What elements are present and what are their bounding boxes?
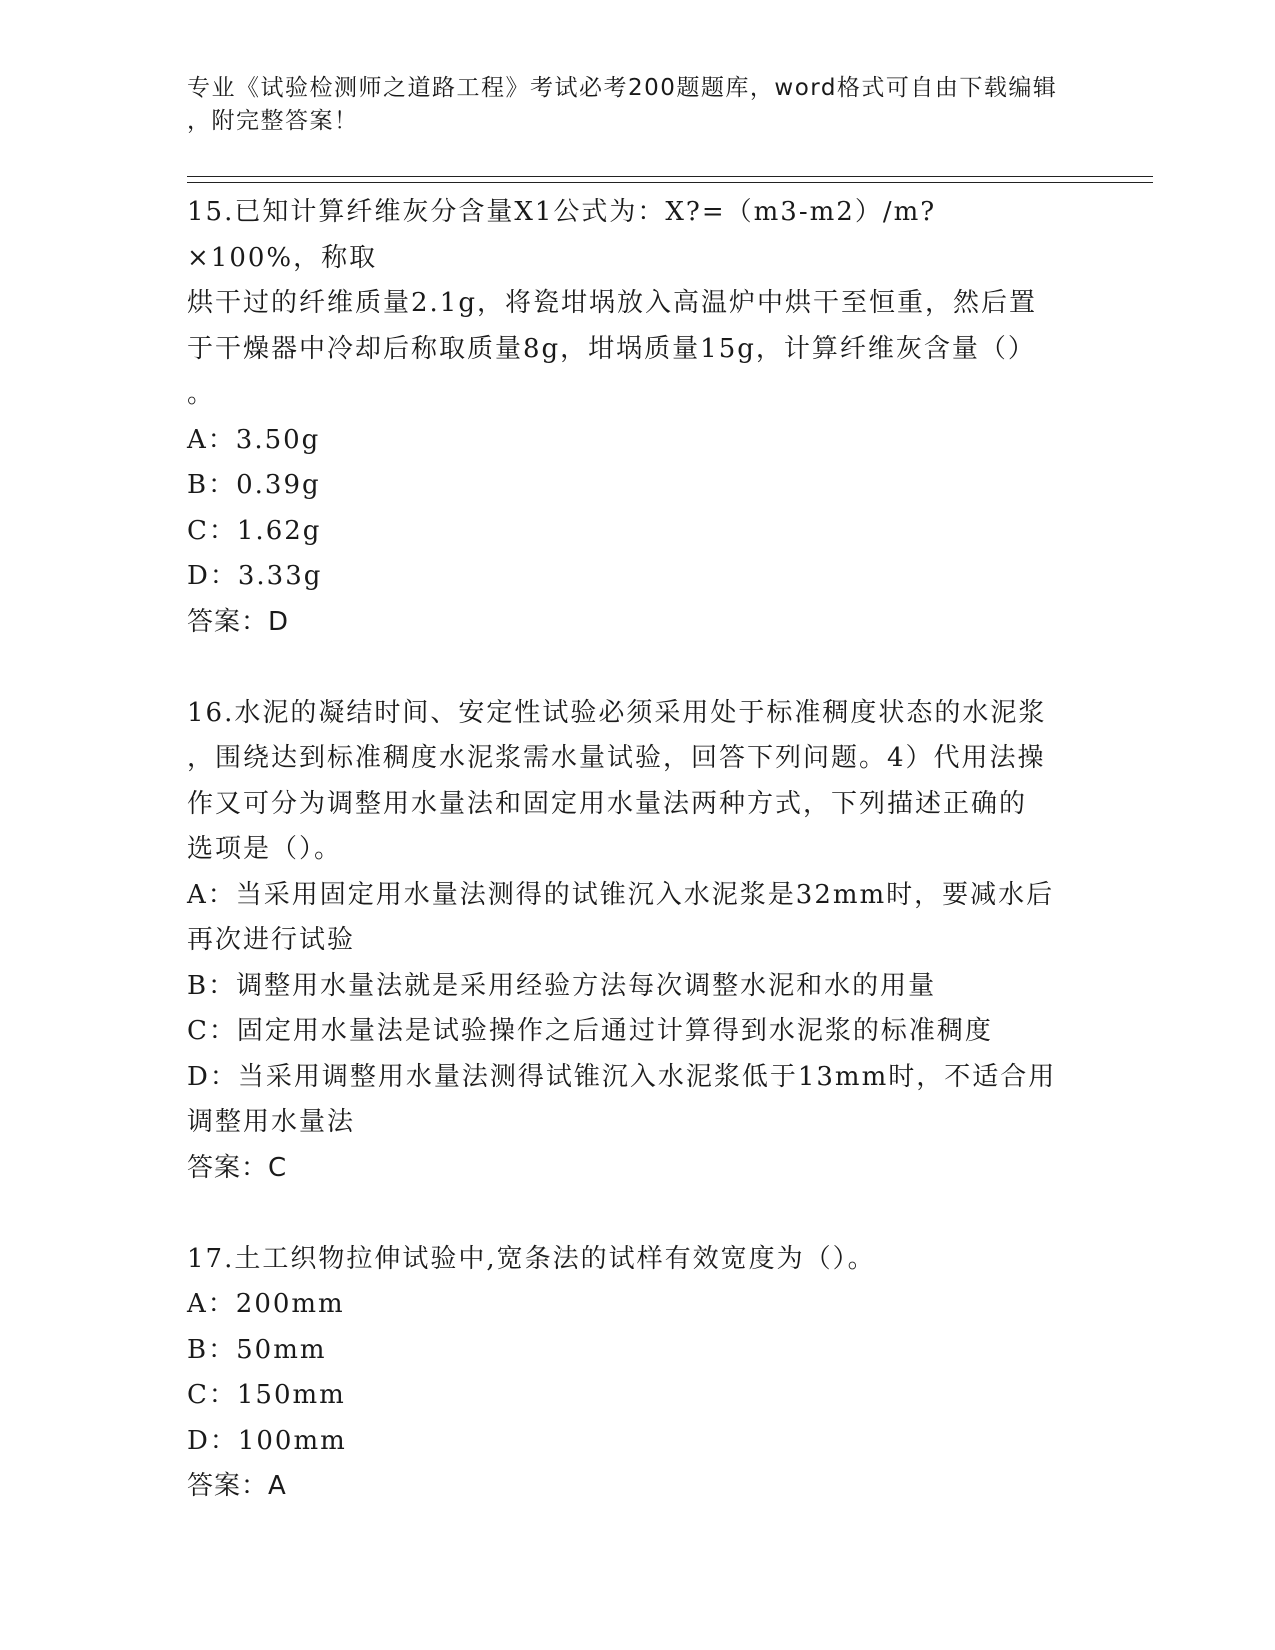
- header-divider-bottom: [187, 182, 1153, 183]
- document-header: [187, 72, 1067, 138]
- option-a-continued: 再次进行试验: [187, 925, 356, 955]
- question-stem-line: 于干燥器中冷却后称取质量8g，坩埚质量15g，计算纤维灰含量（）: [187, 333, 1036, 364]
- answer-label: 答案：D: [187, 606, 290, 637]
- question-stem-line: 。: [187, 379, 216, 409]
- question-15: [187, 190, 1067, 645]
- question-stem-line: 选项是（）。: [187, 834, 343, 864]
- question-16: [187, 691, 1067, 1192]
- option-b: B：50mm: [187, 1334, 327, 1365]
- answer-label: 答案：C: [187, 1152, 288, 1183]
- option-a: A：3.50g: [187, 424, 321, 455]
- header-line-1: 专业《试验检测师之道路工程》考试必考200题题库，word格式可自由下载编辑: [187, 75, 1058, 101]
- option-d: D：当采用调整用水量法测得试锥沉入水泥浆低于13mm时，不适合用: [187, 1061, 1057, 1092]
- question-stem-line: 17.土工织物拉伸试验中,宽条法的试样有效宽度为（）。: [187, 1243, 876, 1274]
- option-d: D：3.33g: [187, 561, 323, 591]
- question-list: [187, 190, 1067, 1510]
- option-c: C：1.62g: [187, 515, 322, 546]
- question-stem-line: 作又可分为调整用水量法和固定用水量法两种方式，下列描述正确的: [187, 788, 1028, 819]
- question-spacer: [187, 645, 1067, 691]
- option-c: C：固定用水量法是试验操作之后通过计算得到水泥浆的标准稠度: [187, 1016, 993, 1046]
- question-spacer: [187, 1191, 1067, 1237]
- question-stem-line: ，围绕达到标准稠度水泥浆需水量试验，回答下列问题。4）代用法操: [187, 743, 1046, 773]
- option-b: B：调整用水量法就是采用经验方法每次调整水泥和水的用量: [187, 970, 937, 1001]
- option-c: C：150mm: [187, 1380, 346, 1410]
- option-a: A：当采用固定用水量法测得的试锥沉入水泥浆是32mm时，要减水后: [187, 879, 1055, 910]
- question-17: [187, 1237, 1067, 1510]
- option-a: A：200mm: [187, 1289, 345, 1319]
- answer-label: 答案：A: [187, 1471, 287, 1501]
- header-divider-top: [187, 176, 1153, 177]
- question-stem-line: 15.已知计算纤维灰分含量X1公式为：X?=（m3-m2）/m?×100%，称取: [187, 197, 937, 273]
- header-line-2: ，附完整答案！: [187, 108, 359, 134]
- question-stem-line: 烘干过的纤维质量2.1g，将瓷坩埚放入高温炉中烘干至恒重，然后置: [187, 288, 1037, 318]
- question-stem-line: 16.水泥的凝结时间、安定性试验必须采用处于标准稠度状态的水泥浆: [187, 697, 1047, 728]
- option-d: D：100mm: [187, 1425, 347, 1456]
- option-d-continued: 调整用水量法: [187, 1107, 356, 1137]
- option-b: B：0.39g: [187, 470, 321, 500]
